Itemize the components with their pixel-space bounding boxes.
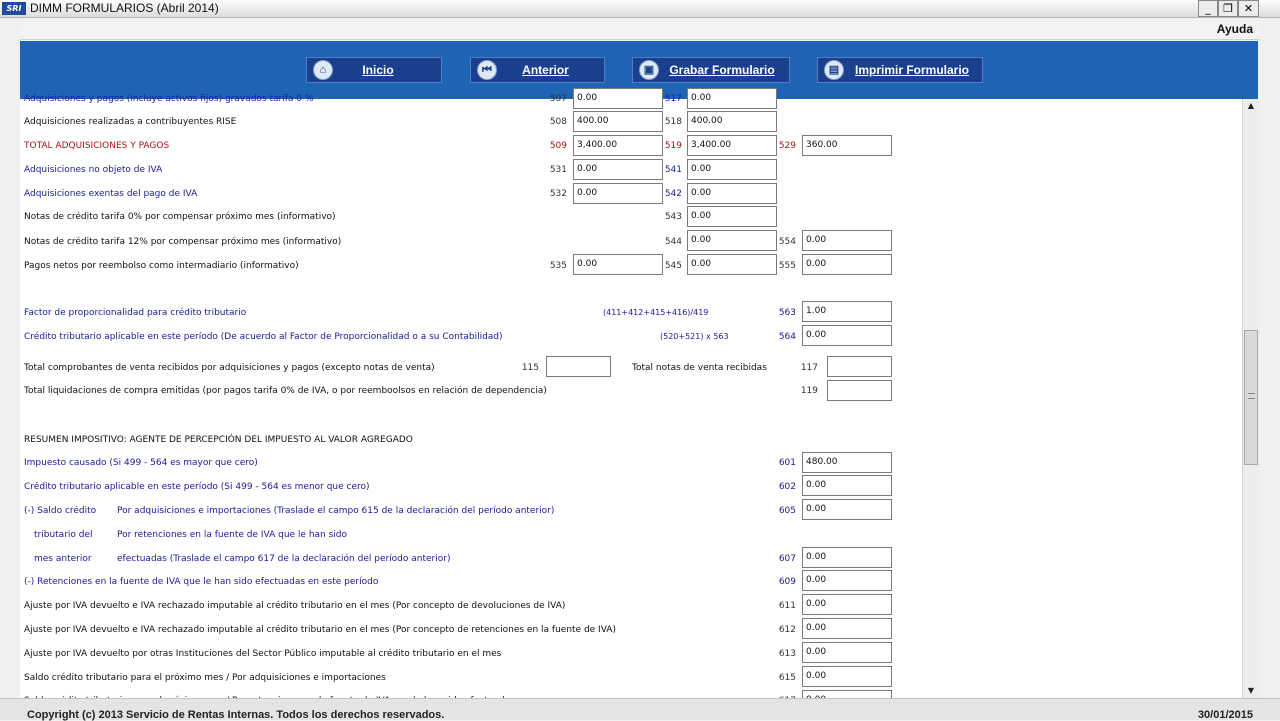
field-613[interactable]: 0.00 (802, 642, 892, 663)
field-code: 605 (778, 506, 796, 516)
restore-button[interactable]: ❐ (1218, 0, 1238, 17)
row-label: Notas de crédito tarifa 0% por compensar próximo mes (informativo) (24, 212, 336, 222)
imprimir-label: Imprimir Formulario (854, 63, 970, 77)
field-607[interactable]: 0.00 (802, 547, 892, 568)
scroll-down-icon[interactable]: ▼ (1247, 686, 1255, 695)
field-code: 607 (778, 554, 796, 564)
formula-text: (520+521) x 563 (660, 332, 729, 341)
field-code: 541 (664, 165, 682, 175)
field-508[interactable]: 400.00 (573, 111, 663, 132)
field-609[interactable]: 0.00 (802, 570, 892, 591)
field-code: 613 (778, 649, 796, 659)
status-date: 30/01/2015 (1197, 709, 1253, 721)
help-menu[interactable]: Ayuda (1216, 22, 1253, 36)
form-content (20, 93, 1242, 698)
field-519[interactable]: 3,400.00 (687, 135, 777, 156)
status-bar (0, 698, 1280, 720)
row-label: Por retenciones en la fuente de IVA que le han sido (117, 530, 348, 540)
field-code: 535 (549, 261, 567, 271)
row-label: Impuesto causado (Si 499 - 564 es mayor que cero) (24, 458, 258, 468)
row-label: (-) Retenciones en la fuente de IVA que le han sido efectuadas en este período (24, 577, 379, 587)
section-title: RESUMEN IMPOSITIVO: AGENTE DE PERCEPCIÓN DEL IMPUESTO AL VALOR AGREGADO (24, 435, 413, 445)
inicio-label: Inicio (362, 63, 394, 77)
row-label-total: TOTAL ADQUISICIONES Y PAGOS (24, 141, 170, 151)
row-label: Adquisiciones realizadas a contribuyentes RISE (24, 117, 237, 127)
field-code: 532 (549, 189, 567, 199)
row-label: Ajuste por IVA devuelto e IVA rechazado imputable al crédito tributario en el mes (Por concepto de retenciones en la fuente de IVA) (24, 625, 616, 635)
row-label: (-) Saldo crédito (24, 506, 97, 516)
field-529[interactable]: 360.00 (802, 135, 892, 156)
row-label: Ajuste por IVA devuelto e IVA rechazado imputable al crédito tributario en el mes (Por concepto de devoluciones de IVA) (24, 601, 566, 611)
row-label: Ajuste por IVA devuelto por otras Instituciones del Sector Público imputable al crédito tributario en el mes (24, 649, 502, 659)
save-icon: ▣ (639, 60, 659, 80)
row-label: Total notas de venta recibidas (632, 363, 767, 373)
field-code: 544 (664, 237, 682, 247)
field-code: 601 (778, 458, 796, 468)
field-564[interactable]: 0.00 (802, 325, 892, 346)
back-icon: ⏮ (477, 60, 497, 80)
field-code: 563 (778, 308, 796, 318)
field-code: 517 (664, 94, 682, 104)
vertical-scrollbar[interactable] (1242, 99, 1259, 698)
field-code: 609 (778, 577, 796, 587)
field-542[interactable]: 0.00 (687, 183, 777, 204)
row-label: Adquisiciones y pagos (incluye activos fijos) gravados tarifa 0 % (24, 94, 314, 104)
field-119[interactable] (827, 380, 892, 401)
inicio-button[interactable] (306, 57, 442, 83)
field-code: 564 (778, 332, 796, 342)
anterior-label: Anterior (522, 63, 569, 77)
field-code: 115 (521, 363, 539, 373)
field-532[interactable]: 0.00 (573, 183, 663, 204)
grip-icon (1248, 393, 1255, 399)
row-label: Por adquisiciones e importaciones (Traslade el campo 615 de la declaración del período anterior) (117, 506, 555, 516)
menu-bar (20, 18, 1260, 40)
field-code: 543 (664, 212, 682, 222)
field-code: 509 (549, 141, 567, 151)
sri-logo: SRI (2, 2, 26, 15)
field-509[interactable]: 3,400.00 (573, 135, 663, 156)
field-code: 611 (778, 601, 796, 611)
field-115[interactable] (546, 356, 611, 377)
close-button[interactable]: ✕ (1238, 0, 1259, 17)
row-label: Pagos netos por reembolso como intermadiario (informativo) (24, 261, 299, 271)
row-label: Crédito tributario aplicable en este período (De acuerdo al Factor de Proporcionalidad o a su Contabilidad) (24, 332, 503, 342)
field-605[interactable]: 0.00 (802, 499, 892, 520)
field-code: 554 (778, 237, 796, 247)
field-554[interactable]: 0.00 (802, 230, 892, 251)
window-title: DIMM FORMULARIOS (Abril 2014) (30, 1, 219, 15)
field-code: 545 (664, 261, 682, 271)
field-code: 529 (778, 141, 796, 151)
scrollbar-thumb[interactable] (1244, 330, 1258, 465)
field-507[interactable]: 0.00 (573, 88, 663, 109)
field-543[interactable]: 0.00 (687, 206, 777, 227)
row-label: Factor de proporcionalidad para crédito tributario (24, 308, 247, 318)
field-612[interactable]: 0.00 (802, 618, 892, 639)
field-535[interactable]: 0.00 (573, 254, 663, 275)
field-545[interactable]: 0.00 (687, 254, 777, 275)
field-code: 602 (778, 482, 796, 492)
scroll-up-icon[interactable]: ▲ (1247, 101, 1255, 110)
field-code: 117 (800, 363, 818, 373)
field-code: 518 (664, 117, 682, 127)
row-label: efectuadas (Traslade el campo 617 de la declaración del período anterior) (117, 554, 451, 564)
row-label: Crédito tributario aplicable en este período (Si 499 - 564 es menor que cero) (24, 482, 370, 492)
row-label: tributario del (34, 530, 93, 540)
field-code: 615 (778, 673, 796, 683)
anterior-button[interactable] (470, 57, 605, 83)
row-label: Total liquidaciones de compra emitidas (por pagos tarifa 0% de IVA, o por reemboolsos en relación de dependencia) (24, 386, 547, 396)
row-label: mes anterior (34, 554, 92, 564)
field-563[interactable]: 1.00 (802, 301, 892, 322)
field-555[interactable]: 0.00 (802, 254, 892, 275)
field-541[interactable]: 0.00 (687, 159, 777, 180)
field-code: 507 (549, 94, 567, 104)
field-544[interactable]: 0.00 (687, 230, 777, 251)
field-code: 531 (549, 165, 567, 175)
field-518[interactable]: 400.00 (687, 111, 777, 132)
field-code: 508 (549, 117, 567, 127)
row-label: Adquisiciones no objeto de IVA (24, 165, 163, 175)
row-label: Total comprobantes de venta recibidos por adquisiciones y pagos (excepto notas de venta) (24, 363, 435, 373)
home-icon: ⌂ (313, 60, 333, 80)
field-code: 119 (800, 386, 818, 396)
title-bar (0, 0, 1280, 18)
print-icon: ▤ (824, 60, 844, 80)
field-117[interactable] (827, 356, 892, 377)
field-code: 519 (664, 141, 682, 151)
row-label: Saldo crédito tributario para el próximo mes / Por adquisiciones e importaciones (24, 673, 386, 683)
copyright-text: Copyright (c) 2013 Servicio de Rentas Internas. Todos los derechos reservados. (27, 709, 445, 721)
grabar-formulario-button[interactable] (632, 57, 790, 83)
field-code: 542 (664, 189, 682, 199)
formula-text: (411+412+415+416)/419 (603, 308, 709, 317)
field-602[interactable]: 0.00 (802, 475, 892, 496)
imprimir-formulario-button[interactable] (817, 57, 983, 83)
field-615[interactable]: 0.00 (802, 666, 892, 687)
minimize-button[interactable]: _ (1198, 0, 1218, 17)
field-code: 612 (778, 625, 796, 635)
grabar-label: Grabar Formulario (669, 63, 775, 77)
field-531[interactable]: 0.00 (573, 159, 663, 180)
field-code: 555 (778, 261, 796, 271)
row-label: Notas de crédito tarifa 12% por compensar próximo mes (informativo) (24, 237, 342, 247)
field-517[interactable]: 0.00 (687, 88, 777, 109)
field-611[interactable]: 0.00 (802, 594, 892, 615)
row-label: Adquisiciones exentas del pago de IVA (24, 189, 198, 199)
field-601[interactable]: 480.00 (802, 452, 892, 473)
